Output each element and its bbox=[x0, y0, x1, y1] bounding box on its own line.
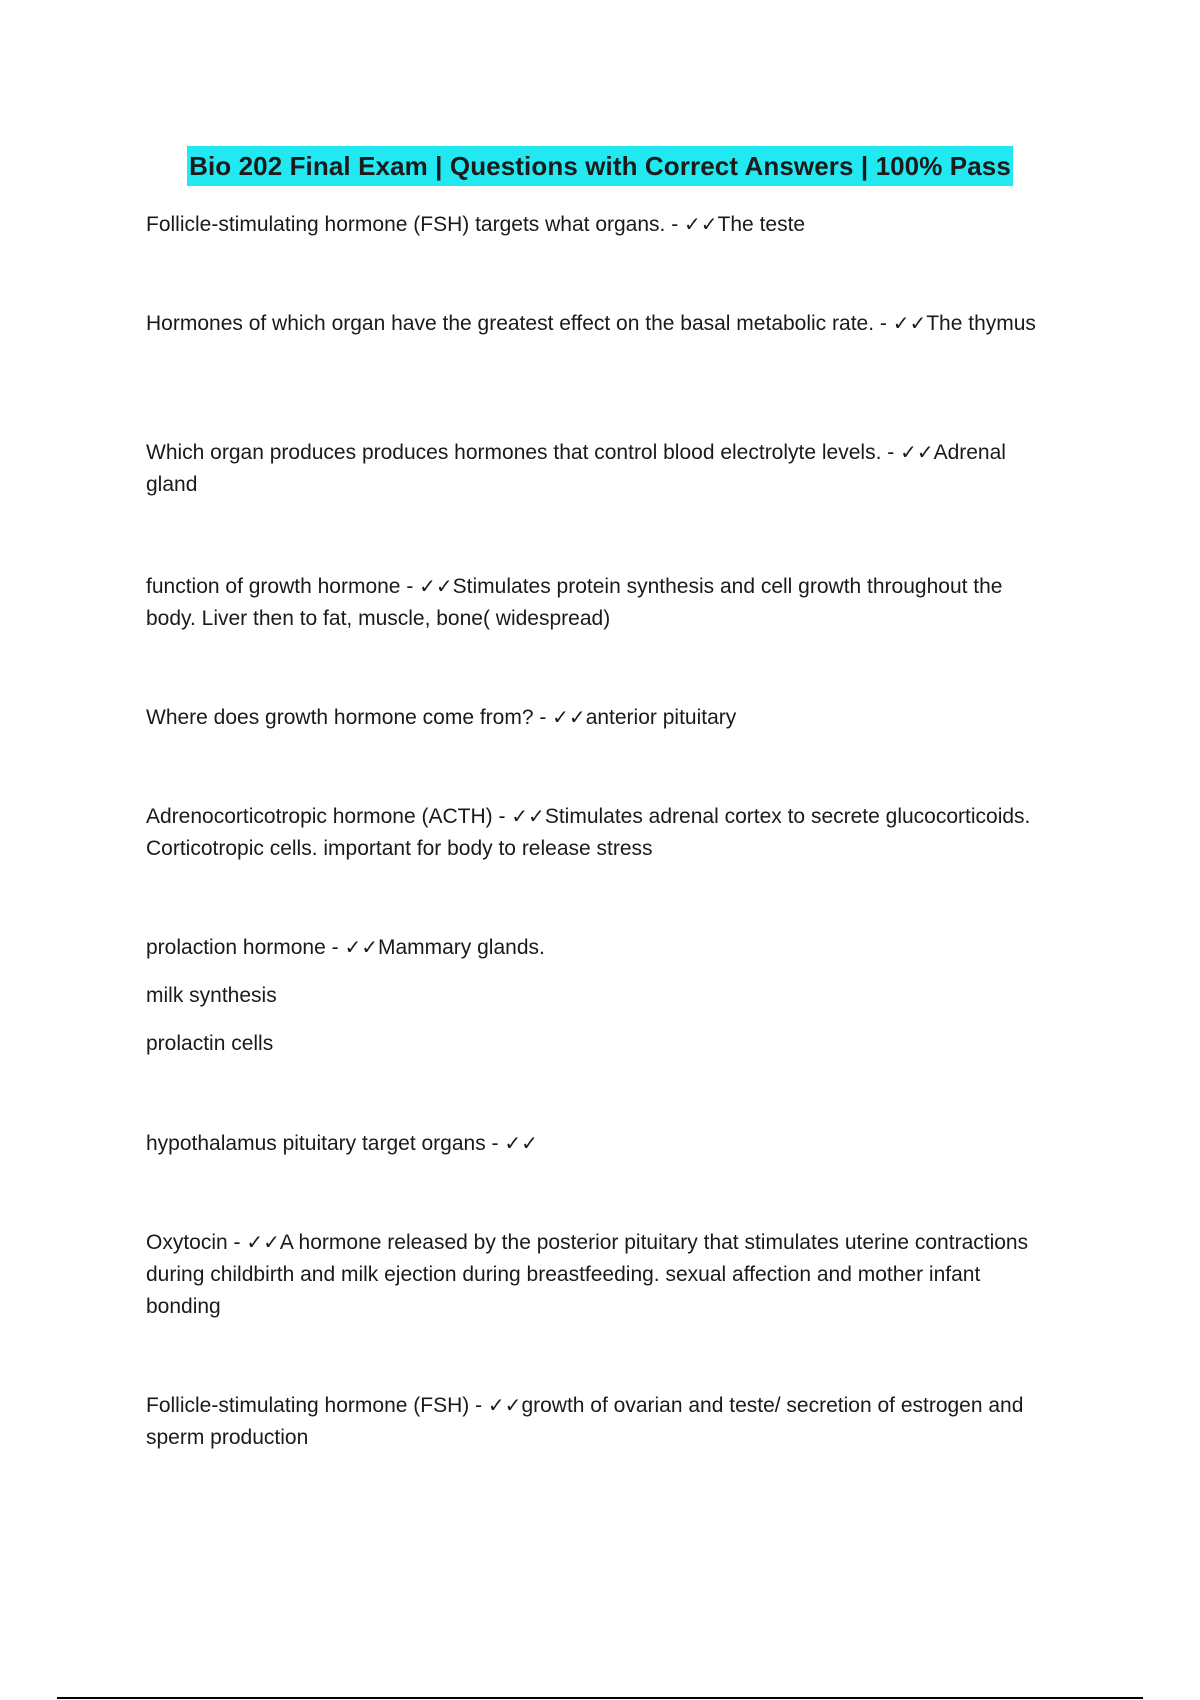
double-check-icon: ✓✓ bbox=[504, 1131, 538, 1155]
answer-text: The teste bbox=[717, 213, 806, 236]
double-check-icon: ✓✓ bbox=[684, 212, 718, 236]
double-check-icon: ✓✓ bbox=[419, 574, 453, 598]
double-check-icon: ✓✓ bbox=[900, 440, 934, 464]
answer-text: anterior pituitary bbox=[585, 706, 737, 729]
page-title-wrapper bbox=[0, 146, 1200, 186]
qa-line bbox=[146, 1226, 1046, 1323]
extra-line: milk synthesis bbox=[146, 984, 277, 1007]
qa-line bbox=[146, 208, 1046, 241]
extra-line: prolactin cells bbox=[146, 1032, 274, 1055]
double-check-icon: ✓✓ bbox=[511, 804, 545, 828]
qa-line bbox=[146, 701, 1046, 734]
footer-divider bbox=[57, 1697, 1143, 1699]
qa-line bbox=[146, 436, 1046, 501]
qa-line bbox=[146, 1389, 1046, 1454]
qa-item-7 bbox=[146, 931, 1046, 1060]
double-check-icon: ✓✓ bbox=[344, 935, 378, 959]
answer-text: Stimulates protein synthesis and cell growth throughout the body. Liver then to fat, muscle, bone( widespread) bbox=[146, 575, 1003, 630]
question-text: Hormones of which organ have the greatest effect on the basal metabolic rate. - bbox=[146, 312, 893, 335]
question-text: Oxytocin - bbox=[146, 1231, 247, 1254]
answer-text: A hormone released by the posterior pituitary that stimulates uterine contractions during childbirth and milk ejection during breastfeeding. sexual affection and mother infant bonding bbox=[146, 1231, 1029, 1318]
qa-line bbox=[146, 931, 1046, 964]
answer-text: The thymus bbox=[926, 312, 1036, 335]
question-text: Follicle-stimulating hormone (FSH) - bbox=[146, 1394, 488, 1417]
question-text: Adrenocorticotropic hormone (ACTH) - bbox=[146, 805, 512, 828]
qa-item-5 bbox=[146, 701, 1046, 734]
question-text: Where does growth hormone come from? - bbox=[146, 706, 553, 729]
qa-item-10 bbox=[146, 1389, 1046, 1454]
qa-item-8 bbox=[146, 1127, 1046, 1160]
qa-line bbox=[146, 570, 1046, 635]
qa-item-4 bbox=[146, 570, 1046, 635]
qa-item-3 bbox=[146, 436, 1046, 501]
qa-line bbox=[146, 1127, 1046, 1160]
qa-item-9 bbox=[146, 1226, 1046, 1323]
question-text: hypothalamus pituitary target organs - bbox=[146, 1132, 505, 1155]
qa-item-2 bbox=[146, 307, 1046, 340]
qa-line bbox=[146, 307, 1046, 340]
double-check-icon: ✓✓ bbox=[892, 311, 927, 335]
double-check-icon: ✓✓ bbox=[487, 1393, 522, 1417]
page-title: Bio 202 Final Exam | Questions with Correct Answers | 100% Pass bbox=[187, 146, 1013, 186]
question-text: prolaction hormone - bbox=[146, 936, 345, 959]
question-text: Which organ produces produces hormones that control blood electrolyte levels. - bbox=[146, 441, 901, 464]
double-check-icon: ✓✓ bbox=[552, 705, 586, 729]
qa-item-6 bbox=[146, 800, 1046, 865]
answer-text: Mammary glands. bbox=[377, 936, 545, 959]
question-text: Follicle-stimulating hormone (FSH) targets what organs. - bbox=[146, 213, 685, 236]
double-check-icon: ✓✓ bbox=[246, 1230, 280, 1254]
qa-line bbox=[146, 800, 1046, 865]
qa-item-1 bbox=[146, 208, 1046, 241]
answer-text: Stimulates adrenal cortex to secrete glucocorticoids. Corticotropic cells. important for body to release stress bbox=[146, 805, 1031, 860]
answer-text: Adrenal gland bbox=[146, 441, 1006, 496]
answer-text: growth of ovarian and teste/ secretion of estrogen and sperm production bbox=[146, 1394, 1024, 1449]
question-text: function of growth hormone - bbox=[146, 575, 420, 598]
